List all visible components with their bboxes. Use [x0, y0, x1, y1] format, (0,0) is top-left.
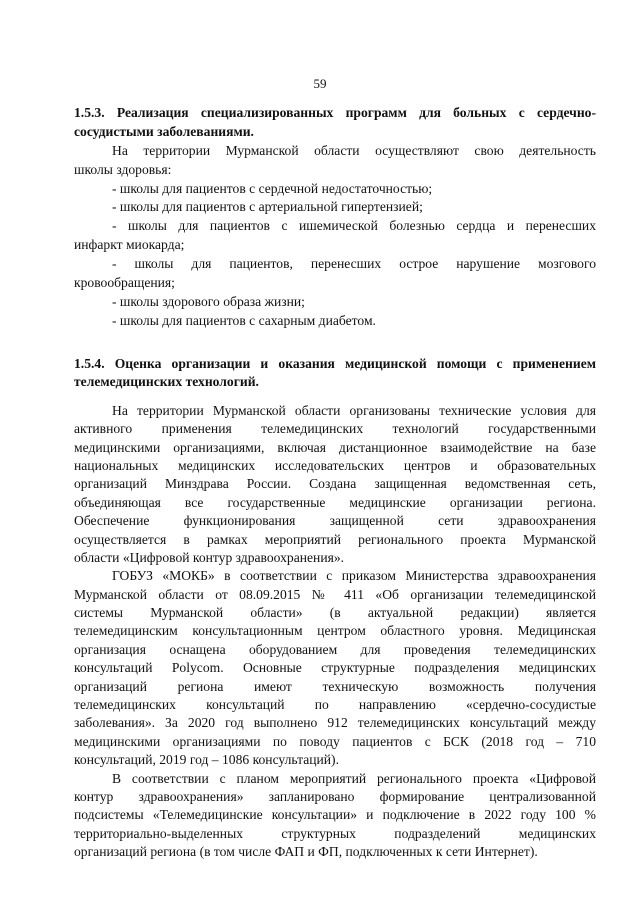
paragraph-line: организаций региона имеют техническую возможность получения — [74, 678, 596, 694]
paragraph-line: контур здравоохранения» запланировано формирование централизованной — [74, 788, 596, 804]
page-number: 59 — [313, 76, 327, 91]
list-item: - школы для пациентов с артериальной гипертензией; — [112, 199, 423, 215]
paragraph-line: консультаций, 2019 год – 1086 консультаций). — [74, 752, 339, 768]
paragraph-line: подсистемы «Телемедицинские консультации» и подключение в 2022 году 100 % — [74, 807, 596, 823]
paragraph-line: телемедицинских консультаций по направлению «сердечно-сосудистые — [74, 697, 596, 713]
list-item-continuation: кровообращения; — [74, 275, 175, 291]
section-heading-line: телемедицинских технологий. — [74, 374, 259, 390]
list-item: - школы здорового образа жизни; — [112, 293, 305, 309]
section-heading-line: сосудистыми заболеваниями. — [74, 123, 254, 139]
paragraph-line: В соответствии с планом мероприятий регионального проекта «Цифровой — [112, 770, 596, 786]
paragraph-line: медицинскими организациями, включая дистанционное взаимодействие на базе — [74, 439, 596, 455]
list-item: - школы для пациентов, перенесших острое нарушение мозгового — [112, 256, 596, 272]
paragraph-line: телемедицинским консультационным центром областного уровня. Медицинская — [74, 623, 596, 639]
paragraph-line: На территории Мурманской области осуществляют свою деятельность — [112, 142, 596, 158]
paragraph-line: школы здоровья: — [74, 161, 172, 177]
paragraph-line: активного применения телемедицинских технологий государственными — [74, 421, 596, 437]
list-item-continuation: инфаркт миокарда; — [74, 237, 185, 253]
paragraph-line: медицинскими организациями по поводу пациентов с БСК (2018 год – 710 — [74, 733, 596, 749]
paragraph-line: На территории Мурманской области организованы технические условия для — [112, 402, 596, 418]
paragraph-line: национальных медицинских исследовательских центров и образовательных — [74, 457, 596, 473]
paragraph-line: заболевания». За 2020 год выполнено 912 телемедицинских консультаций между — [74, 715, 596, 731]
section-1-5-4 — [74, 355, 596, 862]
paragraph-line: организаций Минздрава России. Создана защищенная ведомственная сеть, — [74, 476, 596, 492]
paragraph-line: области «Цифровой контур здравоохранения». — [74, 549, 345, 565]
paragraph-line: территориально-выделенных структурных подразделений медицинских — [74, 825, 596, 841]
paragraph-line: объединяющая все государственные медицинские организации региона. — [74, 494, 596, 510]
paragraph-line: организаций региона (в том числе ФАП и ФП, подключенных к сети Интернет). — [74, 844, 538, 860]
paragraph-line: консультаций Polycom. Основные структурные подразделения медицинских — [74, 660, 596, 676]
section-1-5-3 — [74, 104, 596, 331]
paragraph-line: ГОБУЗ «МОКБ» в соответствии с приказом Министерства здравоохранения — [112, 568, 596, 584]
list-item: - школы для пациентов с сахарным диабетом. — [112, 312, 376, 328]
list-item: - школы для пациентов с ишемической болезнью сердца и перенесших — [112, 218, 596, 234]
paragraph-line: системы Мурманской области» (в актуальной редакции) является — [74, 605, 596, 621]
paragraph-line: Мурманской области от 08.09.2015 № 411 «Об организации телемедицинской — [74, 586, 596, 602]
list-item: - школы для пациентов с сердечной недостаточностью; — [112, 180, 433, 196]
paragraph-line: Обеспечение функционирования защищенной сети здравоохранения — [74, 513, 596, 529]
section-heading-line: 1.5.3. Реализация специализированных программ для больных с сердечно- — [74, 105, 596, 120]
section-heading-line: 1.5.4. Оценка организации и оказания медицинской помощи с применением — [74, 356, 596, 371]
paragraph-line: осуществляется в рамках мероприятий регионального проекта Мурманской — [74, 531, 596, 547]
paragraph-line: организация оснащена оборудованием для проведения телемедицинских — [74, 641, 596, 657]
